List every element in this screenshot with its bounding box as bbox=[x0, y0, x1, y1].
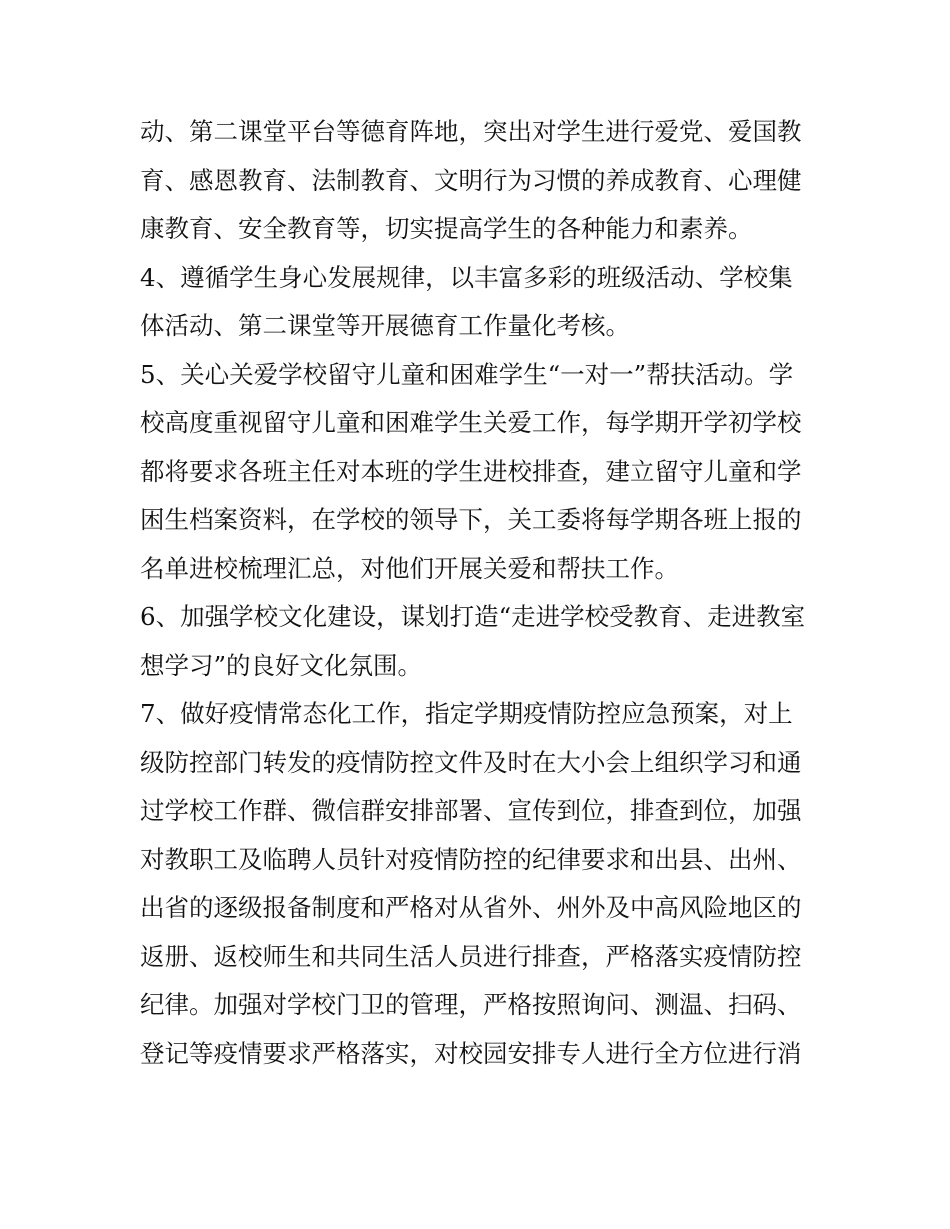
text-line: 6、加强学校文化建设，谋划打造“走进学校受教育、走进教室 bbox=[140, 602, 806, 631]
text-line: 康教育、安全教育等，切实提高学生的各种能力和素养。 bbox=[140, 214, 753, 243]
text-line: 困生档案资料，在学校的领导下，关工委将每学期各班上报的 bbox=[140, 505, 802, 534]
document-body bbox=[140, 108, 830, 1078]
text-line: 都将要求各班主任对本班的学生进校排查，建立留守儿童和学 bbox=[140, 456, 802, 486]
text-line: 对教职工及临聘人员针对疫情防控的纪律要求和出县、出州、 bbox=[140, 844, 802, 874]
text-line: 名单进校梳理汇总，对他们开展关爱和帮扶工作。 bbox=[140, 553, 679, 583]
text-line: 出省的逐级报备制度和严格对从省外、州外及中高风险地区的 bbox=[140, 893, 802, 922]
text-line: 动、第二课堂平台等德育阵地，突出对学生进行爱党、爱国教 bbox=[140, 117, 802, 146]
text-line: 7、做好疫情常态化工作，指定学期疫情防控应急预案，对上 bbox=[140, 699, 793, 728]
text-line: 登记等疫情要求严格落实，对校园安排专人进行全方位进行消 bbox=[140, 1038, 802, 1068]
text-line: 4、遵循学生身心发展规律，以丰富多彩的班级活动、学校集 bbox=[140, 262, 793, 292]
text-line: 想学习”的良好文化氛围。 bbox=[140, 650, 423, 680]
text-line: 级防控部门转发的疫情防控文件及时在大小会上组织学习和通 bbox=[140, 747, 802, 777]
text-line: 过学校工作群、微信群安排部署、宣传到位，排查到位，加强 bbox=[140, 796, 802, 825]
text-line: 纪律。加强对学校门卫的管理，严格按照询问、测温、扫码、 bbox=[140, 990, 802, 1019]
text-line: 5、关心关爱学校留守儿童和困难学生“一对一”帮扶活动。学 bbox=[140, 359, 794, 389]
text-line: 体活动、第二课堂等开展德育工作量化考核。 bbox=[140, 311, 630, 340]
text-line: 返册、返校师生和共同生活人员进行排查，严格落实疫情防控 bbox=[140, 941, 802, 971]
text-line: 校高度重视留守儿童和困难学生关爱工作，每学期开学初学校 bbox=[140, 408, 802, 437]
text-line: 育、感恩教育、法制教育、文明行为习惯的养成教育、心理健 bbox=[140, 165, 802, 195]
